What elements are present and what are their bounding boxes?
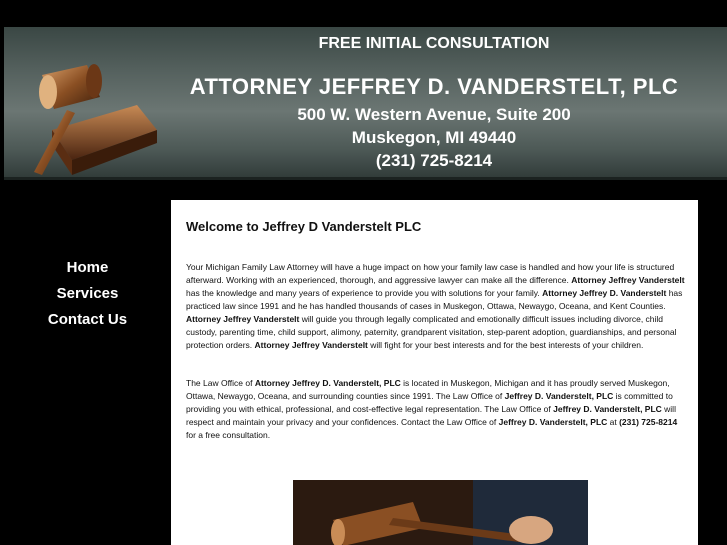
nav-item-contact-us[interactable]: Contact Us — [47, 311, 128, 328]
page-title: Welcome to Jeffrey D Vanderstelt PLC — [186, 219, 422, 234]
bold-text: Attorney Jeffrey D. Vanderstelt, PLC — [254, 378, 401, 388]
gavel-photo — [293, 480, 588, 545]
text-run: The Law Office of — [186, 378, 255, 388]
bold-text: Attorney Jeffrey Vanderstelt — [254, 340, 368, 350]
phone-number: (231) 725-8214 — [375, 151, 493, 170]
city-state-zip: Muskegon, MI 49440 — [351, 128, 517, 147]
text-run: has the knowledge and many years of experience to provide you with solutions for your family. — [186, 288, 543, 298]
text-run: for a free consultation. — [186, 430, 271, 440]
text-run: will respect and maintain your privacy and your confidences. Contact the Law Office of — [186, 404, 676, 427]
bold-text: Attorney Jeffrey D. Vanderstelt — [542, 288, 667, 298]
bold-text: Jeffrey D. Vanderstelt, PLC — [504, 391, 614, 401]
bold-text: Attorney Jeffrey Vanderstelt — [571, 275, 685, 285]
text-run: will fight for your best interests and for the best interests of your children. — [367, 340, 644, 350]
office-paragraph — [186, 377, 686, 442]
text-run: at — [607, 417, 620, 427]
bold-text: Jeffrey D. Vanderstelt, PLC — [553, 404, 662, 414]
free-consultation-banner: FREE INITIAL CONSULTATION — [318, 35, 550, 52]
text-run: is located in Muskegon, Michigan and it has proudly served Muskegon, Ottawa, Newaygo, Oceana, and surrounding counties since 1991. The Law Office of — [186, 378, 670, 401]
text-run: Your Michigan Family Law Attorney will have a huge impact on how your family law case is handled and how your life is structured afterward. Working with an experienced, thorough, and aggressive lawyer can make all the difference. — [186, 262, 675, 285]
main-content — [171, 200, 698, 545]
text-run: will guide you through legally complicated and emotionally difficult issues including divorce, child custody, parenting time, child support, alimony, paternity, grandparent visitation, step-parent adoption, guardianships, and personal protection orders. — [186, 314, 677, 350]
street-address: 500 W. Western Avenue, Suite 200 — [297, 105, 571, 124]
intro-paragraph — [186, 261, 686, 352]
bold-text: Jeffrey D. Vanderstelt, PLC — [498, 417, 608, 427]
sidebar-nav — [0, 255, 175, 333]
site-header — [4, 27, 727, 180]
bold-text: (231) 725-8214 — [619, 417, 678, 427]
gavel-icon — [12, 35, 162, 180]
bold-text: Attorney Jeffrey Vanderstelt — [186, 314, 300, 324]
text-run: is committed to providing you with ethical, professional, and cost-effective legal representation. The Law Office of — [186, 391, 673, 414]
nav-item-services[interactable]: Services — [56, 285, 119, 302]
firm-name: ATTORNEY JEFFREY D. VANDERSTELT, PLC — [189, 74, 679, 99]
text-run: has practiced law since 1991 and he has handled thousands of cases in Muskegon, Ottawa, Newaygo, Oceana, and Kent Counties. — [186, 288, 683, 311]
nav-item-home[interactable]: Home — [66, 259, 109, 276]
